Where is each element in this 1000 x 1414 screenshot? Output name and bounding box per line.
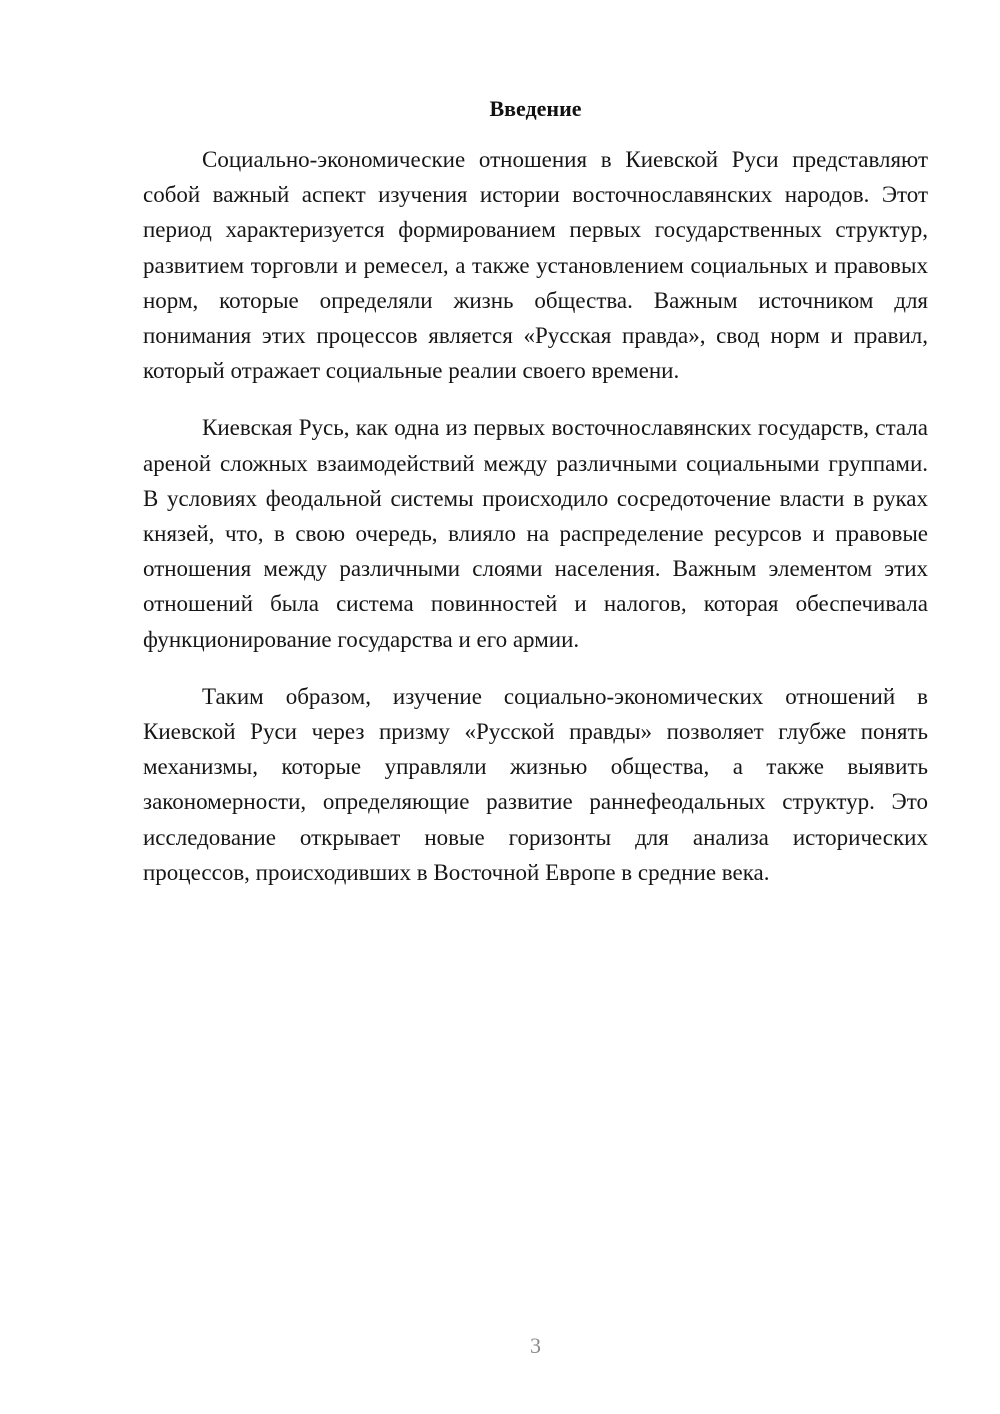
page-number: 3 bbox=[530, 1333, 541, 1358]
paragraph: Таким образом, изучение социально-экономических отношений в Киевской Руси через призму «Русской правды» позволяет глубже понять механизмы, которые управляли жизнью общества, а также выявить закономерности, определяющие развитие раннефеодальных структур. Это исследование открывает новые горизонты для анализа исторических процессов, происходивших в Восточной Европе в средние века. bbox=[143, 683, 928, 885]
paragraph: Социально-экономические отношения в Киевской Руси представляют собой важный аспект изучения истории восточнославянских народов. Этот период характеризуется формированием первых государственных структур, развитием торговли и ремесел, а также установлением социальных и правовых норм, которые определяли жизнь общества. Важным источником для понимания этих процессов является «Русская правда», свод норм и правил, который отражает социальные реалии своего времени. bbox=[143, 147, 928, 384]
paragraph: Киевская Русь, как одна из первых восточнославянских государств, стала ареной сложных взаимодействий между различными социальными группами. В условиях феодальной системы происходило сосредоточение власти в руках князей, что, в свою очередь, влияло на распределение ресурсов и правовые отношения между различными слоями населения. Важным элементом этих отношений была система повинностей и налогов, которая обеспечивала функционирование государства и его армии. bbox=[143, 415, 928, 652]
section-heading: Введение bbox=[489, 96, 582, 121]
body-text bbox=[143, 142, 928, 912]
